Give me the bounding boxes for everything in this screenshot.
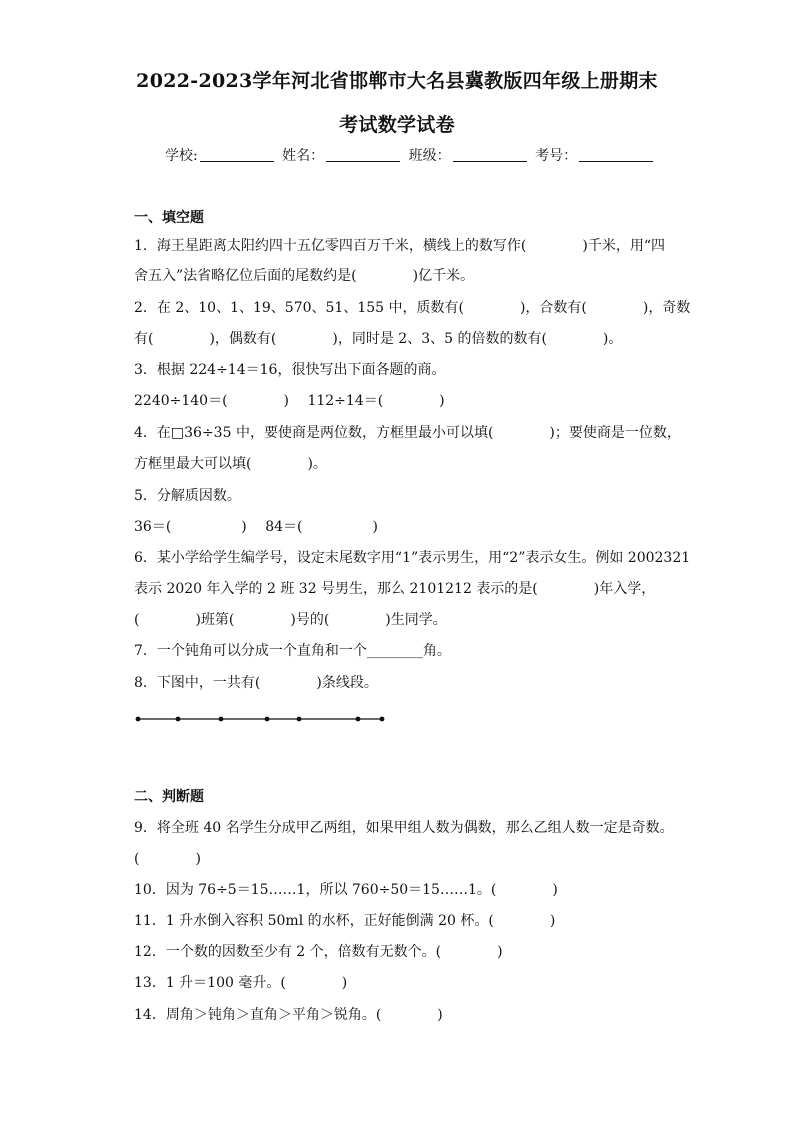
section-judge-title: 二、判断题 — [134, 789, 204, 805]
line-segment-figure — [130, 710, 390, 730]
school-label: 学校: — [165, 148, 198, 164]
exam-title-line1: 2022-2023学年河北省邯郸市大名县冀教版四年级上册期末 — [136, 70, 658, 92]
question-6-line2: 表示 2020 年入学的 2 班 32 号男生，那么 2101212 表示的是( )年入学， — [134, 581, 656, 597]
section-fill-in-title: 一、填空题 — [134, 210, 204, 226]
school-blank — [200, 147, 274, 162]
question-1-line2: 舍五入”法省略亿位后面的尾数约是( )亿千米。 — [134, 268, 475, 284]
segment-point — [219, 717, 224, 722]
class-blank — [453, 147, 527, 162]
segment-point — [297, 717, 302, 722]
number-blank — [579, 147, 653, 162]
question-8: 8．下图中，一共有( )条线段。 — [134, 675, 378, 691]
segment-point — [176, 717, 181, 722]
question-2-line1: 2．在 2、10、1、19、570、51、155 中，质数有( )，合数有( )，奇数 — [134, 300, 691, 316]
question-3-line1: 3．根据 224÷14＝16，很快写出下面各题的商。 — [134, 362, 446, 378]
question-4-line2: 方框里最大可以填( )。 — [134, 456, 327, 472]
student-info-row — [165, 145, 657, 165]
class-label: 班级： — [408, 148, 451, 164]
exam-title-line2: 考试数学试卷 — [339, 114, 455, 136]
question-1-line1: 1．海王星距离太阳约四十五亿零四百万千米，横线上的数写作( )千米，用“四 — [134, 238, 665, 254]
question-4-line1: 4．在□36÷35 中，要使商是两位数，方框里最小可以填( )；要使商是一位数， — [134, 425, 681, 441]
question-3-line2: 2240÷140＝( ) 112÷14＝( ) — [134, 393, 445, 409]
name-blank — [326, 147, 400, 162]
question-2-line2: 有( )，偶数有( )，同时是 2、3、5 的倍数的数有( )。 — [134, 331, 623, 347]
question-12: 12．一个数的因数至少有 2 个，倍数有无数个。( ) — [134, 944, 503, 960]
question-9-line1: 9．将全班 40 名学生分成甲乙两组，如果甲组人数为偶数，那么乙组人数一定是奇数。 — [134, 820, 674, 836]
question-6-line1: 6．某小学给学生编学号，设定末尾数字用“1”表示男生，用“2”表示女生。例如 2002321 — [134, 550, 691, 566]
segment-point — [356, 717, 361, 722]
question-10: 10．因为 76÷5＝15……1，所以 760÷50＝15……1。( ) — [134, 882, 558, 898]
question-9-line2: ( ) — [134, 851, 201, 867]
segment-point — [380, 717, 385, 722]
segment-point — [265, 717, 270, 722]
question-11: 11．1 升水倒入容积 50ml 的水杯，正好能倒满 20 杯。( ) — [134, 913, 556, 929]
question-7: 7．一个钝角可以分成一个直角和一个________角。 — [134, 643, 451, 659]
number-label: 考号： — [535, 148, 578, 164]
question-5-line2: 36＝( ) 84＝( ) — [134, 519, 378, 535]
question-14: 14．周角＞钝角＞直角＞平角＞锐角。( ) — [134, 1007, 443, 1023]
question-5-line1: 5．分解质因数。 — [134, 488, 241, 504]
question-13: 13．1 升＝100 毫升。( ) — [134, 975, 348, 991]
segment-point — [136, 717, 141, 722]
question-6-line3: ( )班第( )号的( )生同学。 — [134, 612, 447, 628]
name-label: 姓名： — [282, 148, 325, 164]
